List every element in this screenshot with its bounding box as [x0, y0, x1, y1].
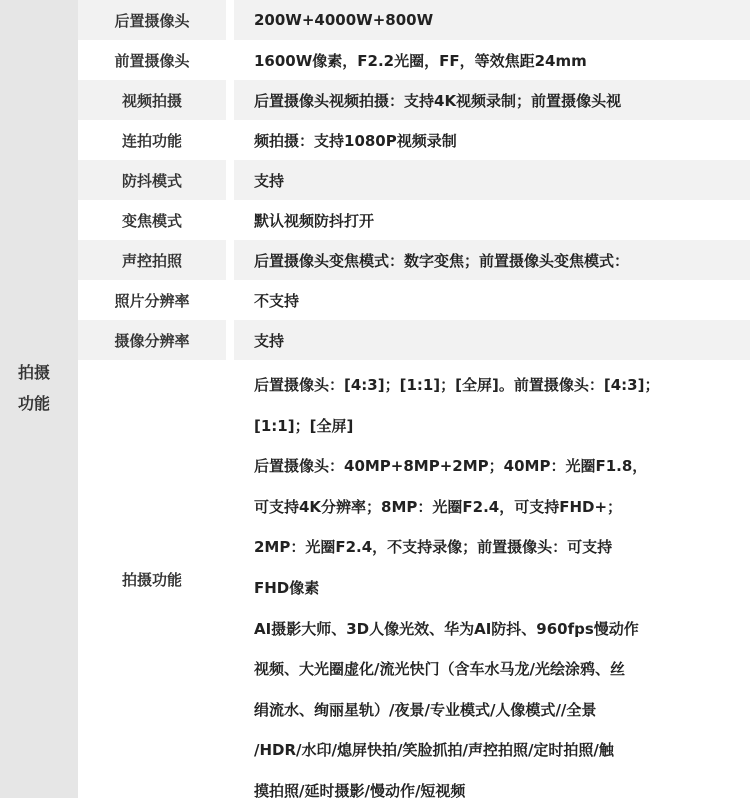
- value-line: AI摄影大师、3D人像光效、华为AI防抖、960fps慢动作: [254, 619, 639, 638]
- value-line: 后置摄像头：40MP+8MP+2MP；40MP：光圈F1.8，: [254, 457, 648, 476]
- category-label-line2: 功能: [18, 394, 51, 413]
- value-line: 可支持4K分辨率；8MP：光圈F2.4，可支持FHD+；: [254, 497, 623, 516]
- spec-value: 200W+4000W+800W: [234, 0, 750, 40]
- value-line: 后置摄像头：[4:3]；[1:1]；[全屏]。前置摄像头：[4:3]；: [254, 376, 660, 394]
- value-line: 视频、大光圈虚化/流光快门（含车水马龙/光绘涂鸦、丝: [254, 660, 625, 679]
- value-line: [1:1]；[全屏]: [254, 416, 354, 435]
- spec-value: 频拍摄：支持1080P视频录制: [254, 131, 457, 150]
- spec-rows: [78, 0, 750, 798]
- spec-label: 防抖模式: [78, 160, 226, 200]
- spec-value: 支持: [234, 160, 750, 200]
- spec-label: 声控拍照: [78, 240, 226, 280]
- category-label-line1: 拍摄: [18, 363, 51, 382]
- category-cell: [0, 0, 78, 798]
- value-line: 摸拍照/延时摄影/慢动作/短视频: [254, 781, 466, 798]
- spec-label: 摄像分辨率: [78, 320, 226, 360]
- spec-label: 拍摄功能: [121, 570, 182, 589]
- spec-value: 1600W像素，F2.2光圈，FF，等效焦距24mm: [254, 51, 587, 70]
- spec-label: 视频拍摄: [78, 80, 226, 120]
- spec-value-multiline: [234, 360, 750, 798]
- spec-row-rear-camera: [78, 0, 750, 40]
- spec-value: 后置摄像头视频拍摄：支持4K视频录制；前置摄像头视: [234, 80, 750, 120]
- value-line: 绢流水、绚丽星轨）/夜景/专业模式/人像模式//全景: [254, 700, 597, 719]
- spec-value: 支持: [234, 320, 750, 360]
- spec-label: 变焦模式: [121, 211, 182, 230]
- spec-label: 照片分辨率: [114, 291, 190, 310]
- spec-row-capture-features: [78, 360, 750, 798]
- spec-row-video-capture: [78, 80, 750, 120]
- spec-value: 后置摄像头变焦模式：数字变焦；前置摄像头变焦模式：: [234, 240, 750, 280]
- category-label: [18, 357, 58, 419]
- spec-value: 不支持: [254, 291, 300, 310]
- spec-label: 连拍功能: [121, 131, 182, 150]
- spec-row-photo-resolution: [78, 280, 750, 320]
- spec-row-zoom-mode: [78, 200, 750, 240]
- spec-row-video-resolution: [78, 320, 750, 360]
- spec-value: 默认视频防抖打开: [254, 211, 375, 230]
- spec-row-voice-capture: [78, 240, 750, 280]
- spec-label: 前置摄像头: [114, 51, 190, 70]
- spec-row-stabilization: [78, 160, 750, 200]
- spec-label: 后置摄像头: [78, 0, 226, 40]
- value-line: FHD像素: [254, 578, 320, 597]
- value-line: /HDR/水印/熄屏快拍/笑脸抓拍/声控拍照/定时拍照/触: [254, 741, 614, 760]
- spec-row-burst-mode: [78, 120, 750, 160]
- value-line: 2MP：光圈F2.4，不支持录像；前置摄像头：可支持: [254, 538, 613, 557]
- spec-row-front-camera: [78, 40, 750, 80]
